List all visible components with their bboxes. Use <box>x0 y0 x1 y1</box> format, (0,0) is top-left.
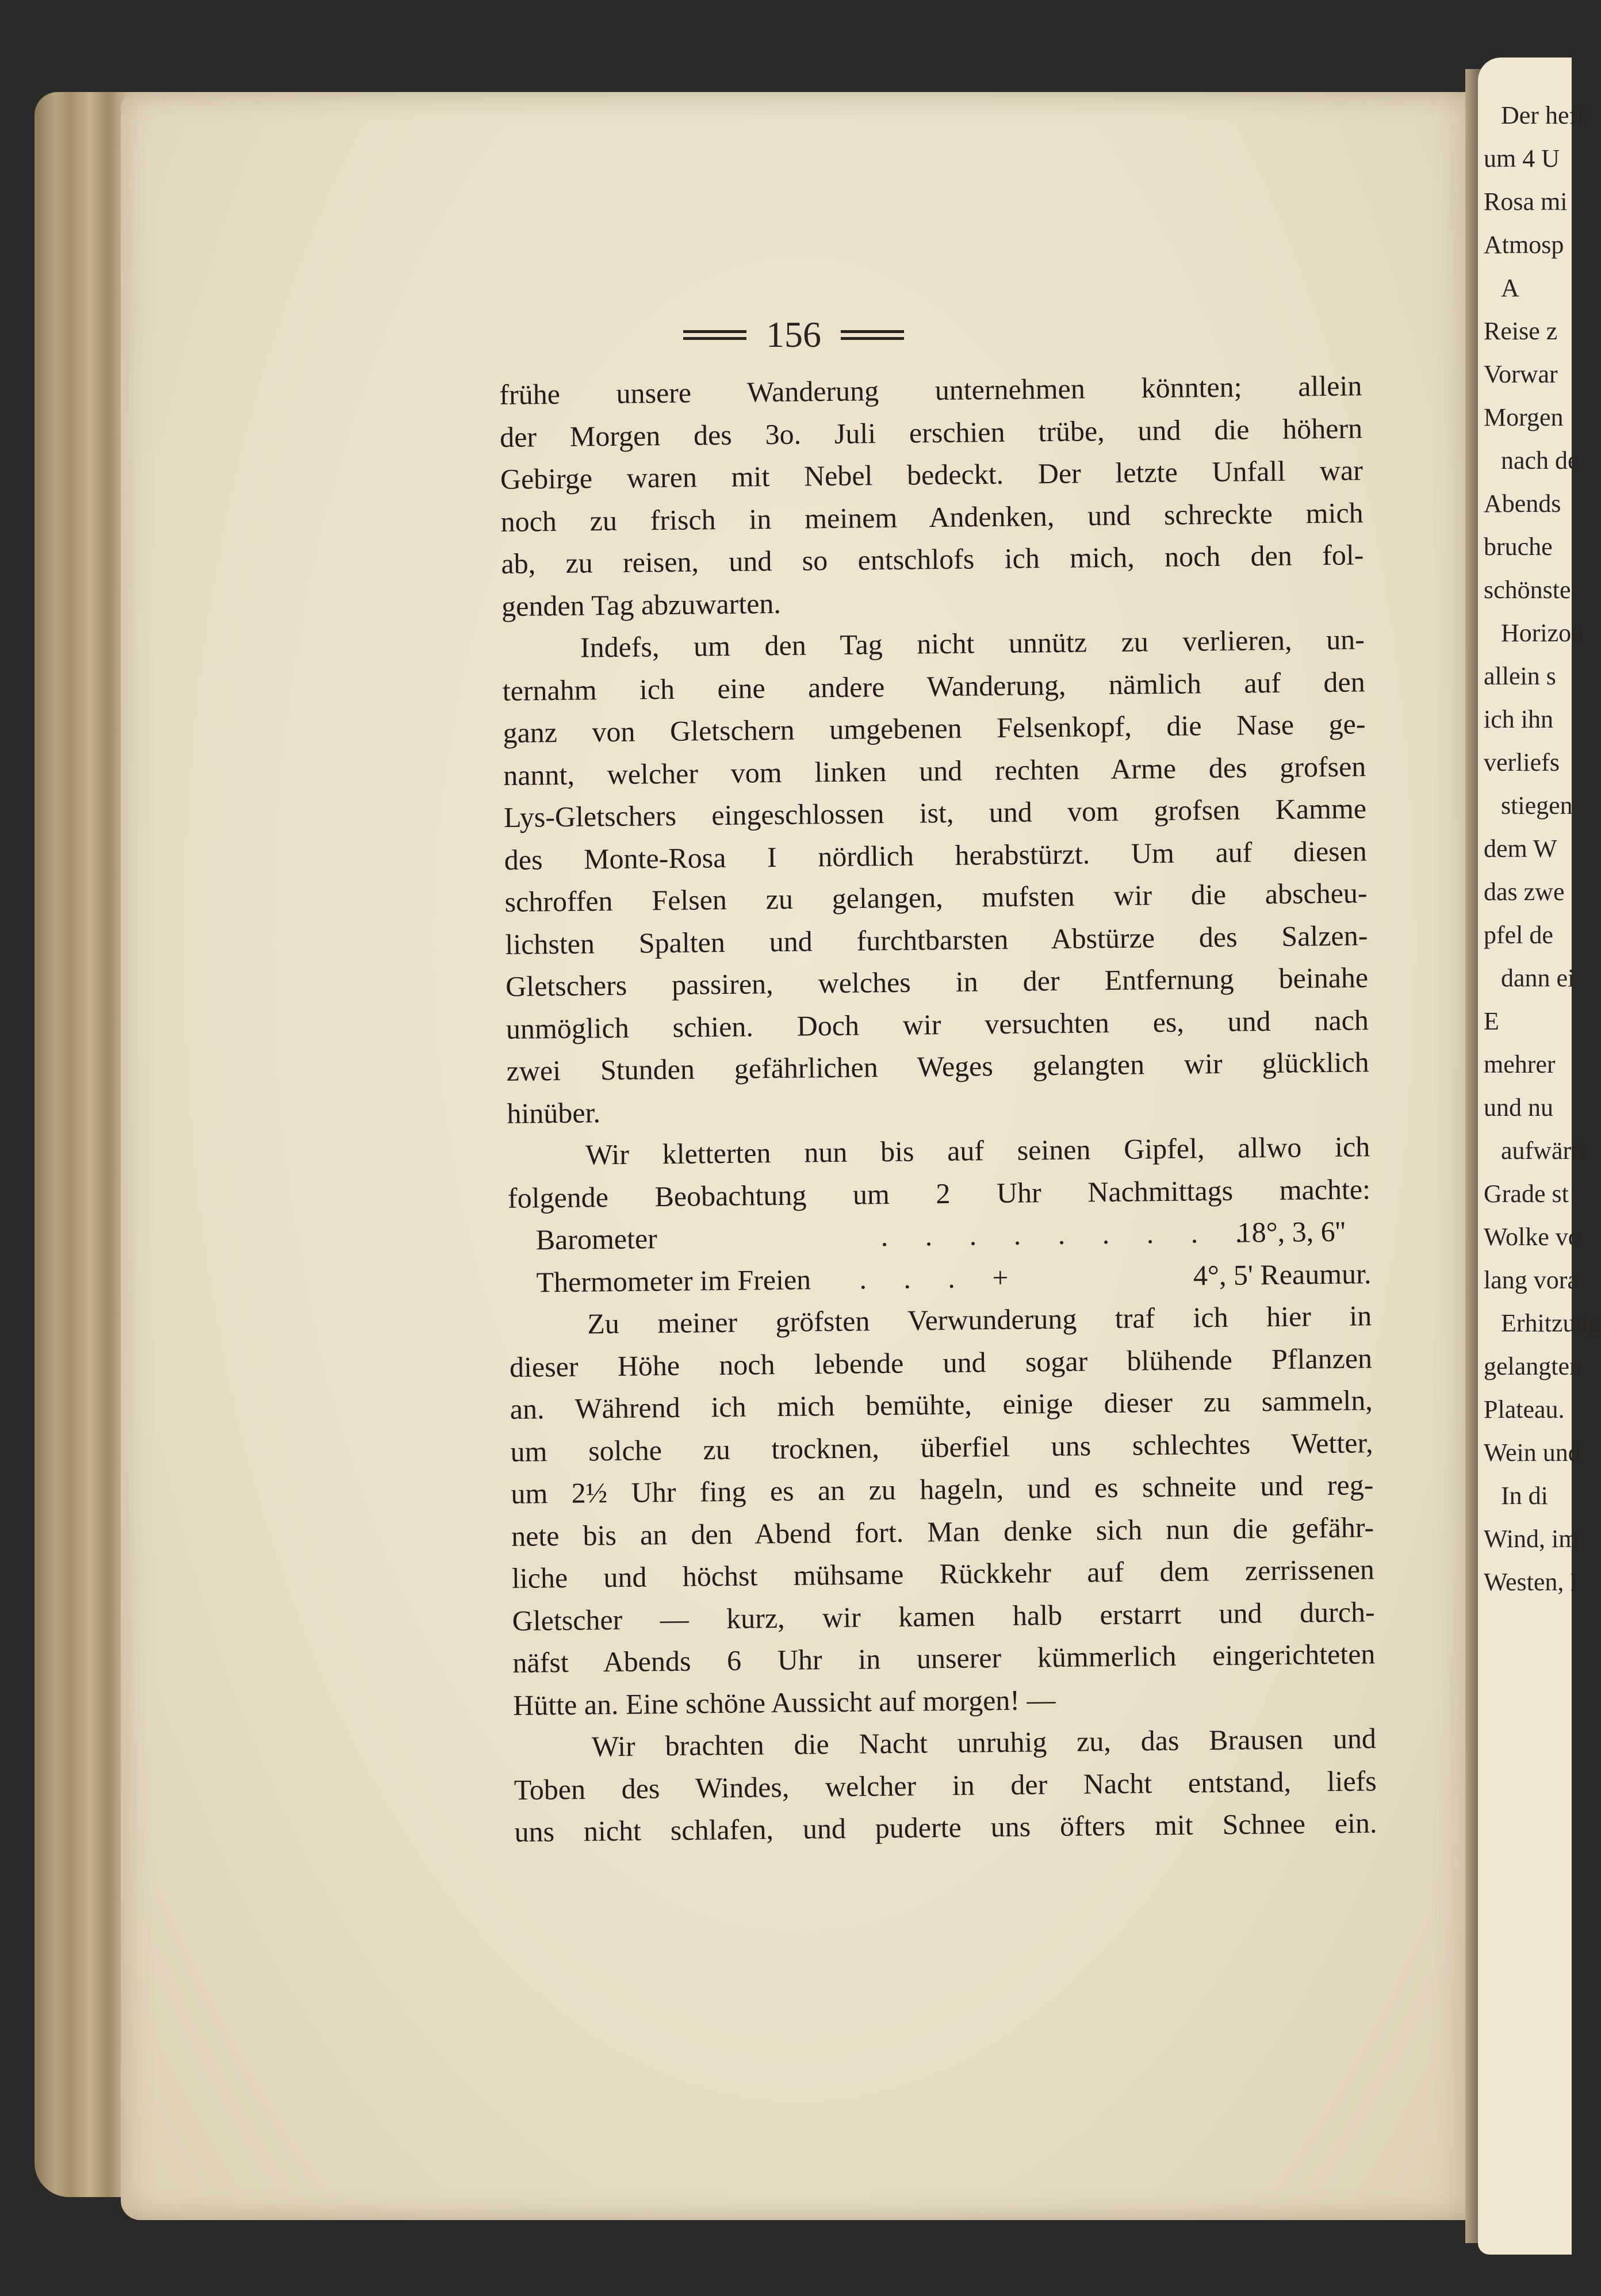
observation-leader: . . . + <box>859 1261 1024 1295</box>
text-line: liche und höchst mühsame Rückkehr auf dem zerrissenen <box>511 1553 1375 1594</box>
adjacent-page-fragment: ich ihn <box>1484 705 1553 733</box>
text-line: Zu meiner gröfsten Verwunderung traf ich hier in <box>587 1299 1372 1340</box>
text-line: lichsten Spalten und furchtbarsten Abstürze des Salzen- <box>505 919 1368 961</box>
text-line: frühe unsere Wanderung unternehmen könnten; allein <box>499 369 1362 411</box>
adjacent-page-fragment: Rosa mi <box>1484 187 1568 216</box>
text-line: Gebirge waren mit Nebel bedeckt. Der letzte Unfall war <box>500 454 1363 495</box>
text-line: nete bis an den Abend fort. Man denke sich nun die gefähr- <box>511 1510 1374 1552</box>
adjacent-page <box>1478 58 1601 2255</box>
text-line: nannt, welcher vom linken und rechten Arme des grofsen <box>503 749 1366 791</box>
adjacent-page-fragment: Wein und <box>1484 1438 1581 1467</box>
text-line: Toben des Windes, welcher in der Nacht entstand, liefs <box>514 1764 1377 1806</box>
adjacent-page-fragment: das zwe <box>1484 878 1565 906</box>
text-line: schroffen Felsen zu gelangen, mufsten wir die abscheu- <box>504 877 1368 918</box>
text-line: Wir kletterten nun bis auf seinen Gipfel, allwo ich <box>585 1130 1370 1171</box>
text-line: genden Tag abzuwarten. <box>501 587 782 622</box>
adjacent-page-fragment: mehrer <box>1484 1050 1556 1078</box>
adjacent-page-fragment: Horizon <box>1501 619 1584 647</box>
adjacent-page-fragment: gelangten <box>1484 1352 1583 1380</box>
adjacent-page-fragment: dann ei <box>1501 964 1575 992</box>
text-line: folgende Beobachtung um 2 Uhr Nachmittags machte: <box>507 1172 1371 1214</box>
adjacent-page-fragment: In di <box>1501 1482 1548 1510</box>
adjacent-page-fragment: stiegen <box>1501 791 1573 820</box>
adjacent-page-fragment: verliefs <box>1484 748 1560 776</box>
header-rule-right <box>841 330 904 340</box>
text-line: um 2½ Uhr fing es an zu hageln, und es schneite und reg- <box>511 1468 1374 1510</box>
adjacent-page-fragment: nach de <box>1501 446 1579 474</box>
adjacent-page-fragment: Der heft <box>1501 101 1585 129</box>
text-line: an. Während ich mich bemühte, einige dieser zu sammeln, <box>510 1384 1373 1425</box>
text-line: zwei Stunden gefährlichen Weges gelangten wir glücklich <box>506 1046 1369 1087</box>
adjacent-page-fragment: bruche <box>1484 533 1553 561</box>
header-rule-left <box>683 330 746 340</box>
adjacent-page-fragment: Plateau. <box>1484 1395 1565 1423</box>
adjacent-page-fragment: Vorwar <box>1484 360 1558 388</box>
adjacent-page-fragment: Grade st <box>1484 1180 1569 1208</box>
text-line: Gletscher — kurz, wir kamen halb erstarrt und durch- <box>512 1595 1375 1637</box>
adjacent-page-fragment: Reise z <box>1484 317 1558 345</box>
adjacent-page-fragment: Wind, im <box>1484 1525 1579 1553</box>
text-line: ab, zu reisen, und so entschlofs ich mich, noch den fol- <box>501 538 1364 580</box>
page-body <box>499 365 1377 1853</box>
adjacent-page-fragment: allein s <box>1484 662 1556 690</box>
observation-value: 18°, 3, 6'' <box>1237 1215 1346 1249</box>
text-line: Wir brachten die Nacht unruhig zu, das Brausen und <box>591 1722 1377 1763</box>
text-line: näfst Abends 6 Uhr in unserer kümmerlich eingerichteten <box>512 1637 1376 1679</box>
observation-value: 4°, 5' Reaumur. <box>1193 1257 1372 1291</box>
text-line: uns nicht schlafen, und puderte uns öfters mit Schnee ein. <box>514 1807 1377 1848</box>
adjacent-page-fragment: Abends <box>1484 489 1561 518</box>
adjacent-page-fragment: Atmosp <box>1484 231 1564 259</box>
observation-label: Thermometer im Freien <box>536 1262 811 1298</box>
text-line: hinüber. <box>507 1096 601 1130</box>
adjacent-page-fragment: aufwärts <box>1501 1136 1588 1165</box>
text-line: Indefs, um den Tag nicht unnütz zu verlieren, un- <box>580 623 1365 664</box>
adjacent-page-fragment: lang vora <box>1484 1266 1579 1294</box>
text-line: Hütte an. Eine schöne Aussicht auf morgen! — <box>512 1683 1056 1721</box>
observation-label: Barometer <box>535 1222 658 1256</box>
adjacent-page-fragment: dem W <box>1484 835 1557 863</box>
adjacent-page-fragment: Wolke vo <box>1484 1223 1581 1251</box>
text-line: ternahm ich eine andere Wanderung, nämlich auf den <box>502 665 1365 707</box>
adjacent-page-fragment: A <box>1501 274 1519 302</box>
page-header <box>683 313 904 356</box>
adjacent-page-fragment: pfel de <box>1484 921 1553 949</box>
text-line: um solche zu trocknen, überfiel uns schlechtes Wetter, <box>510 1426 1373 1468</box>
page-number: 156 <box>766 314 821 355</box>
text-line: noch zu frisch in meinem Andenken, und schreckte mich <box>500 496 1363 538</box>
text-line: Gletschers passiren, welches in der Entfernung beinahe <box>505 961 1369 1002</box>
text-line: unmöglich schien. Doch wir versuchten es, und nach <box>505 1003 1369 1045</box>
adjacent-page-fragment: Westen, I <box>1484 1568 1579 1596</box>
text-line: der Morgen des 3o. Juli erschien trübe, und die höhern <box>499 411 1363 453</box>
text-line: Lys-Gletschers eingeschlossen ist, und vom grofsen Kamme <box>503 792 1367 833</box>
text-line: dieser Höhe noch lebende und sogar blühende Pflanzen <box>509 1341 1373 1383</box>
adjacent-page-fragment: schönste <box>1484 576 1571 604</box>
text-line: des Monte-Rosa I nördlich herabstürzt. Um auf diesen <box>504 834 1368 876</box>
observation-leader: . . . . . . . . . <box>880 1216 1258 1253</box>
text-line: ganz von Gletschern umgebenen Felsenkopf, die Nase ge- <box>503 707 1366 749</box>
adjacent-page-fragment: Morgen <box>1484 403 1564 431</box>
adjacent-page-fragment: E <box>1484 1007 1499 1035</box>
adjacent-page-fragment: Erhitzung <box>1501 1309 1601 1337</box>
adjacent-page-fragment: um 4 U <box>1484 144 1560 173</box>
adjacent-page-fragment: und nu <box>1484 1093 1553 1122</box>
